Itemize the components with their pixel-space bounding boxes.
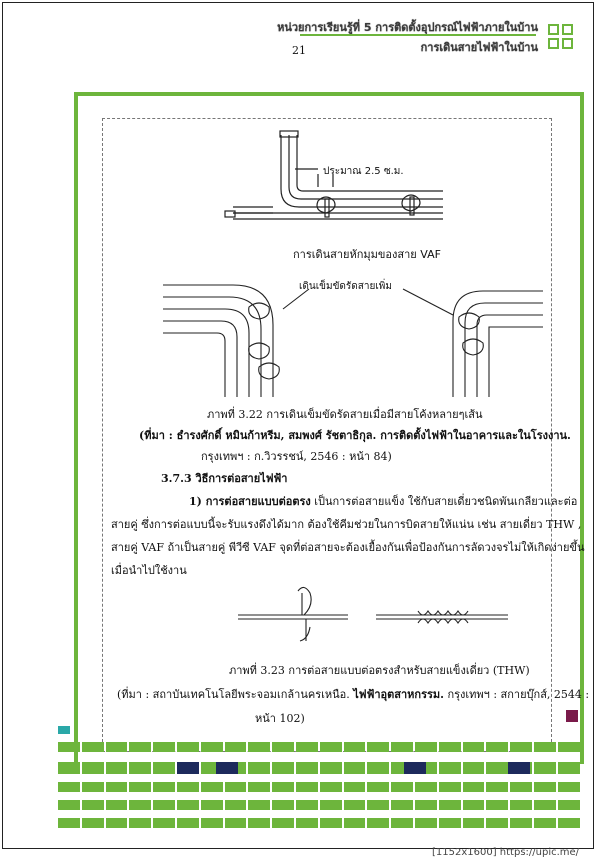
footer-block (296, 762, 318, 774)
footer-block (367, 742, 389, 752)
footer-block (248, 762, 270, 774)
footer-accent-block (508, 762, 530, 774)
footer-block (534, 782, 556, 792)
footer-block (415, 742, 437, 752)
footer-block (106, 762, 128, 774)
footer-block (367, 782, 389, 792)
footer-accent-block (58, 726, 70, 734)
footer-block (510, 742, 532, 752)
footer-block (439, 742, 461, 752)
footer-block (225, 800, 247, 810)
paragraph-line-2: สายคู่ ซึ่งการต่อแบบนี้จะรับแรงดึงได้มาก ต้องใช้คีมช่วยในการบิดสายให้แน่น เช่น สายเดี่ยว THW , (111, 518, 582, 531)
footer-block (82, 782, 104, 792)
footer-block (58, 762, 80, 774)
vaf-corner-diagram (223, 129, 453, 244)
footer-block (486, 762, 508, 774)
footer-block (58, 782, 80, 792)
paragraph-line-3: สายคู่ VAF ถ้าเป็นสายคู่ พีวีซี VAF จุดที่ต่อสายจะต้องเยื้องกันเพื่อป้องกันการลัดวงจรไม่ให้เกิดง่ายขึ้น (111, 541, 585, 554)
footer-block (486, 782, 508, 792)
footer-block (296, 800, 318, 810)
watermark: [1152x1600] https://upic.me/ (432, 847, 580, 858)
measure-callout: ประมาณ 2.5 ซ.ม. (323, 166, 404, 177)
footer-block (272, 742, 294, 752)
footer-block (177, 818, 199, 828)
footer-block (225, 818, 247, 828)
footer-block (225, 782, 247, 792)
footer-block (58, 800, 80, 810)
footer-block (129, 800, 151, 810)
grid-logo-icon (548, 24, 574, 50)
footer-block (415, 818, 437, 828)
footer-accent-block (566, 710, 578, 722)
footer-block (225, 742, 247, 752)
footer-block (439, 782, 461, 792)
footer-block (320, 782, 342, 792)
footer-block (296, 742, 318, 752)
footer-block (486, 800, 508, 810)
source-line-b: ไฟฟ้าอุตสาหกรรม. (353, 688, 444, 701)
footer-block (248, 800, 270, 810)
footer-block (248, 742, 270, 752)
footer-block (320, 742, 342, 752)
footer-block (296, 818, 318, 828)
footer-block (129, 782, 151, 792)
footer-block (272, 800, 294, 810)
caption-3-22-publisher: กรุงเทพฯ : ก.วิวรรชน์, 2546 : หน้า 84) (201, 450, 392, 463)
footer-block (106, 818, 128, 828)
paragraph-line-4: เมื่อนำไปใช้งาน (111, 564, 187, 577)
footer-block (201, 800, 223, 810)
footer-block (153, 782, 175, 792)
footer-block (534, 818, 556, 828)
footer-block (248, 782, 270, 792)
figure-caption-vaf: การเดินสายหักมุมของสาย VAF (293, 248, 441, 261)
footer-block (558, 818, 580, 828)
footer-block (415, 782, 437, 792)
footer-block (58, 818, 80, 828)
source-author: ธำรงศักดิ์ หมินก้าหรีม, สมพงศ์ รัชตาธิกุล. (176, 429, 381, 442)
footer-block (129, 762, 151, 774)
footer-block (510, 800, 532, 810)
footer-block (177, 762, 199, 774)
footer-block (153, 800, 175, 810)
footer-block (558, 742, 580, 752)
footer-block (463, 800, 485, 810)
curved-cables-diagram (163, 277, 543, 397)
footer-block (534, 762, 556, 774)
footer-block (415, 800, 437, 810)
footer-block (391, 782, 413, 792)
footer-block (129, 818, 151, 828)
footer-block (296, 782, 318, 792)
footer-block (344, 782, 366, 792)
footer-block (106, 742, 128, 752)
unit-title: หน่วยการเรียนรู้ที่ 5 การติดตั้งอุปกรณ์ไฟฟ้าภายในบ้าน (277, 21, 538, 34)
footer-block (486, 818, 508, 828)
footer-block (558, 762, 580, 774)
header-rule (300, 34, 536, 36)
footer-block (534, 800, 556, 810)
footer-block (439, 800, 461, 810)
footer-block (82, 742, 104, 752)
item-label: 1) การต่อสายแบบต่อตรง (189, 495, 311, 508)
footer-block (463, 782, 485, 792)
footer-block (82, 800, 104, 810)
footer-accent-block (216, 762, 238, 774)
footer-block (106, 800, 128, 810)
footer-block (391, 818, 413, 828)
footer-block (129, 742, 151, 752)
footer-block (391, 742, 413, 752)
footer-block (177, 800, 199, 810)
footer-block (510, 818, 532, 828)
page-number: 21 (292, 44, 306, 57)
footer-block (367, 800, 389, 810)
footer-block (272, 782, 294, 792)
footer-block (320, 800, 342, 810)
section-heading: 3.7.3 วิธีการต่อสายไฟฟ้า (161, 472, 288, 485)
footer-block (201, 818, 223, 828)
footer-block (463, 818, 485, 828)
caption-3-22-source (139, 426, 571, 444)
footer-block (344, 818, 366, 828)
footer-block (463, 742, 485, 752)
footer-block (82, 762, 104, 774)
footer-block (510, 782, 532, 792)
footer-block (201, 782, 223, 792)
caption-3-23: ภาพที่ 3.23 การต่อสายแบบต่อตรงสำหรับสายแข็งเดี่ยว (THW) (229, 664, 530, 677)
footer-block (439, 762, 461, 774)
twist-joint-diagram (238, 581, 508, 649)
belt-callout: เดินเข็มขัดรัดสายเพิ่ม (299, 281, 392, 292)
footer-block (58, 742, 80, 752)
source-prefix: (ที่มา : (139, 429, 177, 442)
source-line-a: (ที่มา : สถาบันเทคโนโลยีพระจอมเกล้านครเหนือ. (117, 688, 354, 701)
footer-block (367, 818, 389, 828)
footer-pattern (58, 726, 582, 834)
footer-block (320, 818, 342, 828)
footer-block (344, 742, 366, 752)
source-line-c: กรุงเทพฯ : สกายบุ๊กส์, 2544 : (443, 688, 590, 701)
footer-block (272, 818, 294, 828)
footer-block (486, 742, 508, 752)
footer-block (272, 762, 294, 774)
line1-text: เป็นการต่อสายแข็ง ใช้กับสายเดี่ยวชนิดพันเกลียวและต่อ (310, 495, 578, 508)
footer-block (153, 742, 175, 752)
footer-block (558, 800, 580, 810)
paragraph-line-1 (189, 492, 577, 510)
footer-block (82, 818, 104, 828)
footer-accent-block (404, 762, 426, 774)
caption-3-22: ภาพที่ 3.22 การเดินเข็มขัดรัดสายเมื่อมีสายโค้งหลายๆเส้น (207, 408, 483, 421)
footer-block (153, 762, 175, 774)
footer-block (106, 782, 128, 792)
footer-block (320, 762, 342, 774)
footer-block (367, 762, 389, 774)
footer-block (439, 818, 461, 828)
footer-block (344, 800, 366, 810)
footer-block (391, 800, 413, 810)
footer-block (344, 762, 366, 774)
section-subtitle: การเดินสายไฟฟ้าในบ้าน (420, 41, 538, 54)
footer-block (558, 782, 580, 792)
caption-3-23-source (117, 685, 589, 703)
footer-block (248, 818, 270, 828)
footer-block (534, 742, 556, 752)
source-title: การติดตั้งไฟฟ้าในอาคารและในโรงงาน. (380, 429, 571, 442)
scanned-page (102, 118, 590, 752)
footer-block (177, 742, 199, 752)
footer-block (177, 782, 199, 792)
caption-3-23-page: หน้า 102) (255, 712, 305, 725)
footer-block (463, 762, 485, 774)
footer-block (153, 818, 175, 828)
footer-block (201, 742, 223, 752)
